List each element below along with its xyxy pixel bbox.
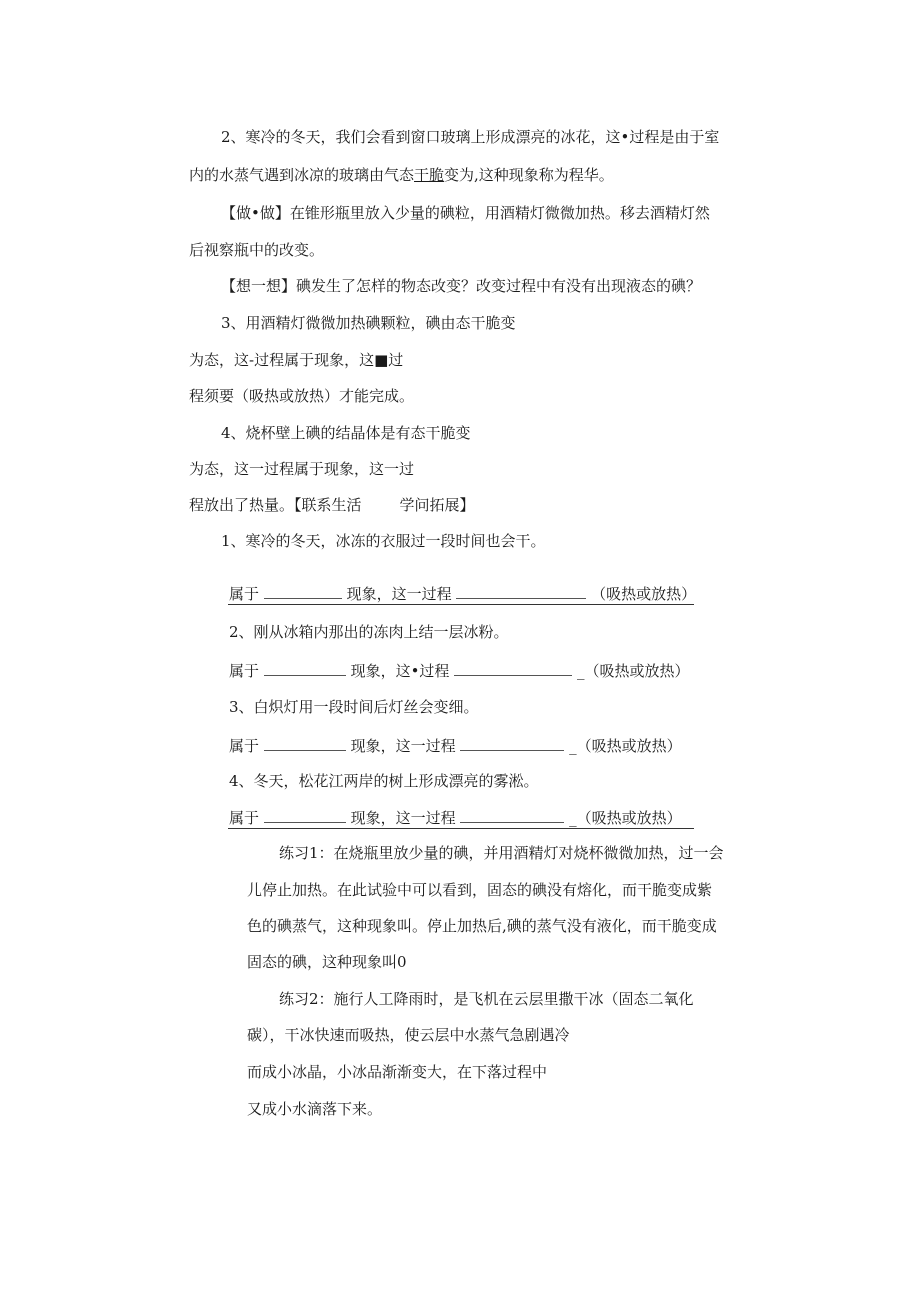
ext1-blank1[interactable] [264, 584, 342, 599]
q4-line3 [189, 495, 475, 515]
ext2-blank2[interactable] [454, 661, 572, 676]
ext2-answer [229, 661, 690, 681]
q4-line2: 为态，这一过程属于现象，这一过 [189, 460, 415, 478]
ext2-question: 2、刚从冰箱内那出的冻肉上结一层冰粉。 [229, 623, 509, 641]
ext1-blank2[interactable] [456, 584, 586, 599]
q3-line1: 3、用酒精灯微微加热碘颗粒，碘由态干脆变 [221, 314, 516, 332]
ext4-a2: 现象，这一过程 [350, 809, 456, 827]
p1-line2 [189, 165, 614, 185]
p1-line2-underlined: 干脆 [414, 166, 445, 184]
ex2-line3: 而成小冰晶，小冰品渐渐变大，在下落过程中 [247, 1063, 548, 1081]
xiang-line: 【想一想】碘发生了怎样的物态改变？改变过程中有没有出现液态的碘？ [221, 277, 702, 295]
ext2-a1: 属于 [229, 662, 260, 680]
p1-line1: 2、寒冷的冬天，我们会看到窗口玻璃上形成漂亮的冰花，这•过程是由于室 [221, 128, 720, 146]
q4-line1: 4、烧杯壁上碘的结晶体是有态干脆变 [221, 424, 471, 442]
ex1-line4: 固态的碘，这种现象叫0 [247, 953, 407, 971]
ext3-a3: _（吸热或放热） [569, 737, 682, 755]
q3-line2: 为态，这-过程属于现象，这■过 [189, 351, 404, 369]
ext3-a1: 属于 [229, 737, 260, 755]
ext2-a2: 现象，这•过程 [350, 662, 450, 680]
ext4-blank2[interactable] [460, 808, 564, 823]
ext4-answer [229, 808, 682, 828]
q4-line3-b: 学问拓展】 [399, 496, 475, 514]
p1-line2-a: 内的水蒸气遇到冰凉的玻璃由气态 [189, 166, 415, 184]
ex2-line1: 练习2：施行人工降雨时，是飞机在云层里撒干冰（固态二氧化 [279, 990, 694, 1008]
ext3-answer [229, 736, 682, 756]
ext4-a3: _（吸热或放热） [569, 809, 682, 827]
ext2-blank1[interactable] [264, 661, 346, 676]
ext4-question: 4、冬天，松花江两岸的树上形成漂亮的雾淞。 [229, 772, 539, 790]
ex2-line4: 又成小水滴落下来。 [247, 1100, 383, 1118]
zuo-line1: 【做•做】在锥形瓶里放入少量的碘粒，用酒精灯微微加热。移去酒精灯然 [221, 204, 710, 222]
ext4-a1: 属于 [229, 809, 260, 827]
p1-line2-b: 变为,这种现象称为程华。 [444, 166, 614, 184]
ex1-line2: 儿停止加热。在此试验中可以看到，固态的碘没有熔化，而干脆变成紫 [247, 881, 713, 899]
ext4-blank1[interactable] [264, 808, 346, 823]
ext1-a1: 属于 [229, 585, 260, 603]
q3-line3: 程须要（吸热或放热）才能完成。 [189, 387, 415, 405]
ext1-a2: 现象，这一过程 [346, 585, 452, 603]
ext3-question: 3、白炽灯用一段时间后灯丝会变细。 [229, 698, 479, 716]
ext3-a2: 现象，这一过程 [350, 737, 456, 755]
ext1-question: 1、寒冷的冬天，冰冻的衣服过一段时间也会干。 [221, 532, 546, 550]
ext1-a3: （吸热或放热） [591, 585, 697, 603]
zuo-line2: 后视察瓶中的改变。 [189, 241, 325, 259]
ext3-blank2[interactable] [460, 736, 564, 751]
ext1-answer [229, 584, 696, 604]
ext1-divider [228, 604, 694, 605]
ex1-line1: 练习1：在烧瓶里放少量的碘，并用酒精灯对烧杯微微加热，过一会 [279, 844, 724, 862]
ext3-blank1[interactable] [264, 736, 346, 751]
q4-line3-a: 程放出了热量。【联系生活 [189, 496, 362, 514]
ex2-line2: 碳），干冰快速而吸热，使云层中水蒸气急剧遇冷 [247, 1026, 570, 1044]
ext4-divider [228, 828, 694, 829]
ext2-a3: _（吸热或放热） [577, 662, 690, 680]
ex1-line3: 色的碘蒸气，这种现象叫。停止加热后,碘的蒸气没有液化，而干脆变成 [247, 917, 717, 935]
